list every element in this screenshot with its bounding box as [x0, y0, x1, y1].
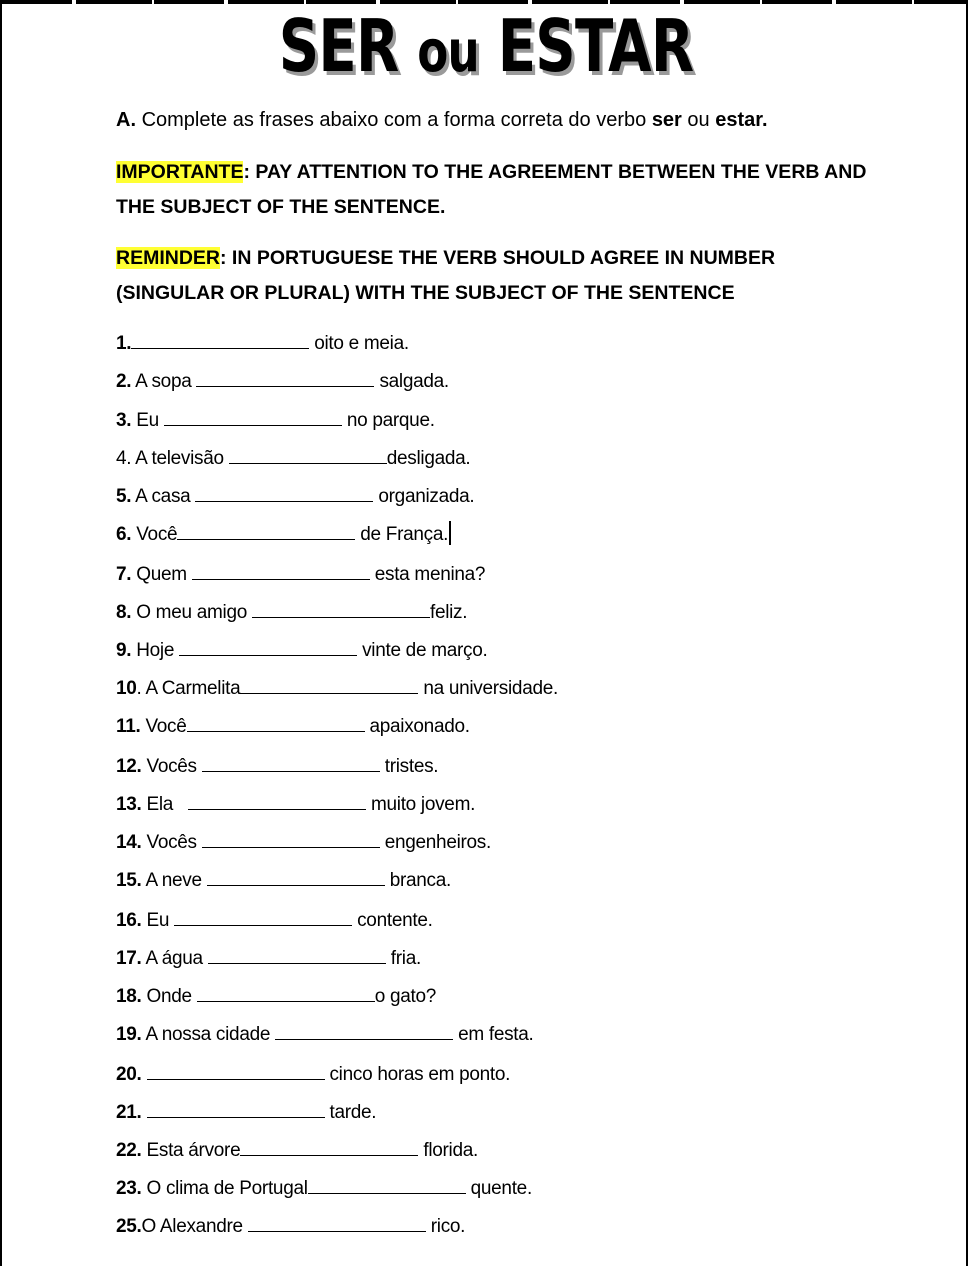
answer-blank[interactable] — [131, 330, 309, 349]
item-subject: O clima de Portugal — [141, 1178, 308, 1199]
item-predicate: organizada. — [373, 486, 475, 507]
item-number: 10 — [116, 678, 137, 699]
item-predicate: tarde. — [324, 1102, 377, 1123]
exercise-item — [116, 1061, 510, 1087]
item-predicate: o gato? — [374, 986, 437, 1007]
item-predicate: florida. — [418, 1140, 478, 1161]
item-predicate: feliz. — [429, 602, 468, 623]
item-number: 20. — [116, 1064, 142, 1085]
item-number: 9. — [116, 640, 132, 661]
exercise-item — [116, 713, 470, 739]
item-subject: Eu — [141, 910, 175, 931]
exercise-item — [116, 1137, 478, 1163]
item-number: 17. — [116, 948, 142, 969]
item-subject: Eu — [131, 410, 164, 431]
answer-blank[interactable] — [179, 637, 357, 656]
exercise-item — [116, 330, 409, 356]
item-subject: Vocês — [141, 832, 202, 853]
item-subject: Você — [140, 716, 187, 737]
item-predicate: branca. — [384, 870, 451, 891]
exercise-item — [116, 1213, 465, 1239]
item-number: 23. — [116, 1178, 142, 1199]
exercise-item — [116, 753, 438, 779]
item-number: 4. — [116, 448, 132, 469]
item-number: 3. — [116, 410, 132, 431]
answer-blank[interactable] — [147, 1099, 325, 1118]
exercise-item — [116, 483, 474, 509]
answer-blank[interactable] — [202, 829, 380, 848]
answer-blank[interactable] — [207, 867, 385, 886]
answer-blank[interactable] — [240, 1137, 418, 1156]
item-subject: Hoje — [131, 640, 180, 661]
item-predicate: desligada. — [386, 448, 471, 469]
exercise-item — [116, 1175, 532, 1201]
item-number: 2. — [116, 371, 132, 392]
item-number: 19. — [116, 1024, 142, 1045]
item-number: 11. — [116, 716, 141, 737]
item-number: 25. — [116, 1216, 142, 1237]
item-number: 7. — [116, 564, 132, 585]
exercise-item — [116, 368, 449, 394]
answer-blank[interactable] — [195, 483, 373, 502]
item-number: 12. — [116, 756, 142, 777]
item-subject: A casa — [131, 486, 196, 507]
text-cursor — [449, 521, 451, 545]
item-predicate: salgada. — [374, 371, 449, 392]
answer-blank[interactable] — [308, 1175, 466, 1194]
item-number: 1. — [116, 333, 132, 354]
item-predicate: esta menina? — [369, 564, 486, 585]
answer-blank[interactable] — [229, 445, 387, 464]
answer-blank[interactable] — [188, 791, 366, 810]
item-predicate: no parque. — [341, 410, 435, 431]
exercise-item — [116, 445, 470, 471]
item-subject: Esta árvore — [141, 1140, 241, 1161]
item-number: 22. — [116, 1140, 142, 1161]
exercise-item — [116, 829, 491, 855]
important-note: IMPORTANTE: PAY ATTENTION TO THE AGREEMENT BETWEEN THE VERB AND THE SUBJECT OF THE SENTENCE. — [116, 161, 867, 218]
page-title: SER ou ESTAR — [278, 4, 694, 88]
item-subject: Quem — [131, 564, 192, 585]
answer-blank[interactable] — [208, 945, 386, 964]
item-number: 16. — [116, 910, 142, 931]
item-subject: A água — [141, 948, 208, 969]
item-subject: A televisão — [131, 448, 229, 469]
item-predicate: apaixonado. — [364, 716, 470, 737]
item-subject: A nossa cidade — [141, 1024, 276, 1045]
item-predicate: de França. — [355, 524, 449, 545]
item-subject: A neve — [141, 870, 207, 891]
item-subject: Onde — [141, 986, 197, 1007]
exercise-item — [116, 983, 436, 1009]
exercise-item — [116, 867, 451, 893]
answer-blank[interactable] — [240, 675, 418, 694]
answer-blank[interactable] — [192, 561, 370, 580]
item-predicate: rico. — [425, 1216, 466, 1237]
exercise-item — [116, 907, 433, 933]
item-subject: Ela — [141, 794, 188, 815]
answer-blank[interactable] — [174, 907, 352, 926]
answer-blank[interactable] — [147, 1061, 325, 1080]
exercise-item — [116, 637, 487, 663]
answer-blank[interactable] — [248, 1213, 426, 1232]
item-subject: Você — [131, 524, 178, 545]
item-predicate: tristes. — [379, 756, 439, 777]
exercise-item — [116, 1099, 376, 1125]
item-number: 8. — [116, 602, 132, 623]
item-predicate: em festa. — [453, 1024, 534, 1045]
answer-blank[interactable] — [187, 713, 365, 732]
item-number: 21. — [116, 1102, 142, 1123]
exercise-item — [116, 407, 435, 433]
instructions: A. Complete as frases abaixo com a forma correta do verbo ser ou estar. — [116, 109, 768, 131]
answer-blank[interactable] — [202, 753, 380, 772]
exercise-item — [116, 791, 475, 817]
answer-blank[interactable] — [275, 1021, 453, 1040]
item-predicate: quente. — [465, 1178, 532, 1199]
item-number: 18. — [116, 986, 142, 1007]
item-subject: Vocês — [141, 756, 202, 777]
reminder-note: REMINDER: IN PORTUGUESE THE VERB SHOULD AGREE IN NUMBER (SINGULAR OR PLURAL) WITH THE SUBJECT OF THE SENTENCE — [116, 247, 776, 304]
item-number: 5. — [116, 486, 132, 507]
exercise-item — [116, 945, 421, 971]
item-number: 6. — [116, 524, 132, 545]
exercise-item — [116, 675, 558, 701]
exercise-item — [116, 599, 467, 625]
exercise-item — [116, 1021, 534, 1047]
item-predicate: fria. — [385, 948, 421, 969]
item-number: 14. — [116, 832, 142, 853]
exercise-item — [116, 561, 485, 587]
item-predicate: cinco horas em ponto. — [324, 1064, 511, 1085]
item-number: 15. — [116, 870, 142, 891]
answer-blank[interactable] — [252, 599, 430, 618]
answer-blank[interactable] — [197, 983, 375, 1002]
item-predicate: muito jovem. — [366, 794, 476, 815]
answer-blank[interactable] — [164, 407, 342, 426]
item-predicate: vinte de março. — [357, 640, 488, 661]
item-predicate: contente. — [352, 910, 433, 931]
item-predicate: engenheiros. — [379, 832, 491, 853]
item-subject: A sopa — [131, 371, 197, 392]
item-predicate: na universidade. — [418, 678, 558, 699]
item-subject: O meu amigo — [131, 602, 252, 623]
item-subject: . A Carmelita — [136, 678, 241, 699]
answer-blank[interactable] — [177, 521, 355, 540]
item-number: 13. — [116, 794, 142, 815]
item-predicate: oito e meia. — [309, 333, 409, 354]
answer-blank[interactable] — [196, 368, 374, 387]
item-subject: O Alexandre — [141, 1216, 248, 1237]
exercise-item — [116, 521, 451, 547]
